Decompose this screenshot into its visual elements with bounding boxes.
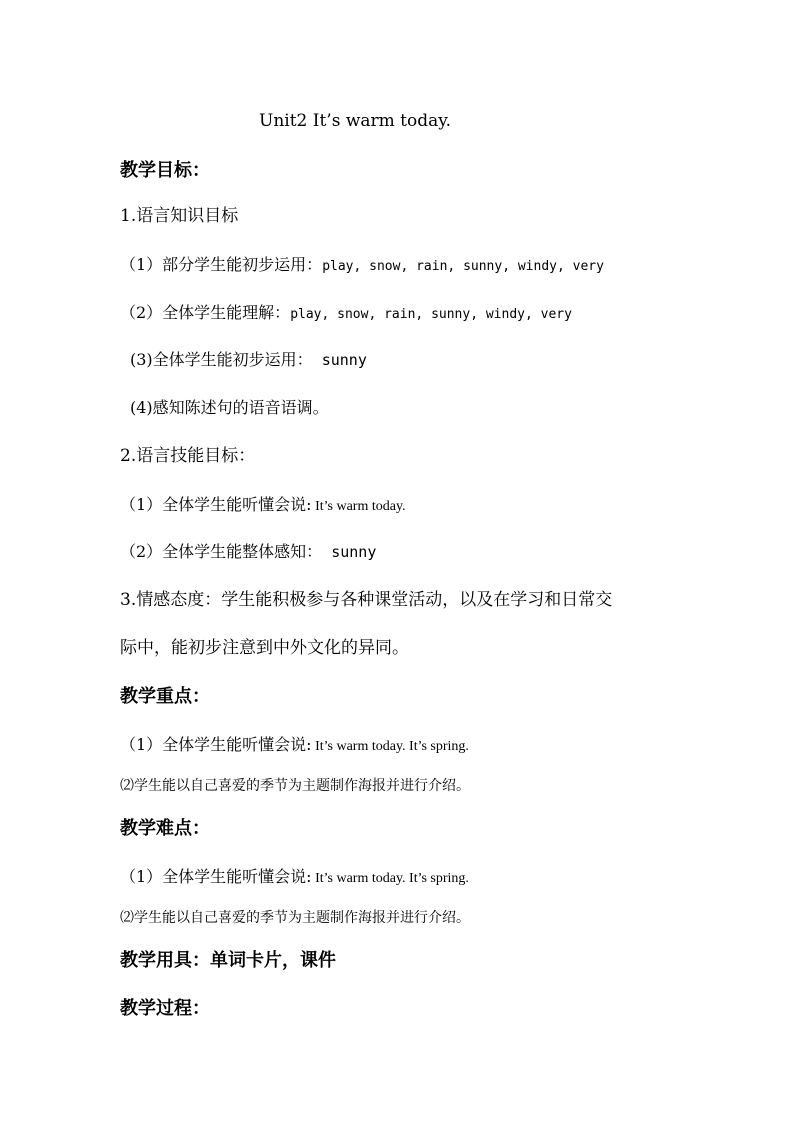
skills-item-1-text: It’s warm today.: [311, 499, 406, 514]
key-points-item-1-text: It’s warm today. It’s spring.: [311, 739, 469, 754]
teaching-tools: 教学用具：单词卡片，课件: [120, 950, 336, 971]
objectives-heading: 教学目标：: [120, 160, 210, 181]
attitude-line-1: 3.情感态度：学生能积极参与各种课堂活动，以及在学习和日常交: [120, 590, 613, 610]
key-points-heading: 教学重点：: [120, 686, 210, 707]
knowledge-item-4: [130, 400, 329, 416]
knowledge-item-3-prefix: (3)全体学生能初步运用：: [130, 350, 313, 369]
skills-item-2-text: sunny: [322, 543, 377, 561]
knowledge-item-2-prefix: （2）全体学生能理解：: [120, 303, 291, 322]
key-points-item-1: [120, 737, 469, 754]
difficulties-item-1: [120, 869, 469, 886]
knowledge-item-3: [130, 352, 367, 368]
skills-item-1-prefix: （1）全体学生能听懂会说:: [120, 495, 312, 514]
skills-item-2: [120, 544, 376, 560]
knowledge-item-1: [120, 257, 604, 273]
difficulties-item-1-prefix: （1）全体学生能听懂会说:: [120, 867, 312, 886]
skills-item-2-prefix: （2）全体学生能整体感知：: [120, 542, 323, 561]
knowledge-item-3-text: sunny: [312, 351, 367, 369]
knowledge-item-1-text: play, snow, rain, sunny, windy, very: [322, 259, 604, 274]
knowledge-item-1-prefix: （1）部分学生能初步运用：: [120, 255, 323, 274]
key-points-item-1-prefix: （1）全体学生能听懂会说:: [120, 735, 312, 754]
difficulties-heading: 教学难点：: [120, 818, 210, 839]
difficulties-item-2: ⑵学生能以自己喜爱的季节为主题制作海报并进行介绍。: [120, 910, 470, 926]
knowledge-item-4-prefix: (4)感知陈述句的语音语调。: [130, 398, 329, 417]
language-skills-heading: 2.语言技能目标：: [120, 446, 256, 466]
attitude-line-2: 际中，能初步注意到中外文化的异同。: [120, 638, 409, 658]
skills-item-1: [120, 497, 406, 514]
knowledge-item-2: [120, 305, 572, 321]
knowledge-item-2-text: play, snow, rain, sunny, windy, very: [290, 307, 572, 322]
teaching-process-heading: 教学过程：: [120, 998, 210, 1019]
key-points-item-2: ⑵学生能以自己喜爱的季节为主题制作海报并进行介绍。: [120, 778, 470, 794]
language-knowledge-heading: 1.语言知识目标: [120, 206, 239, 226]
difficulties-item-1-text: It’s warm today. It’s spring.: [311, 871, 469, 886]
document-title: Unit2 It’s warm today.: [259, 111, 452, 131]
